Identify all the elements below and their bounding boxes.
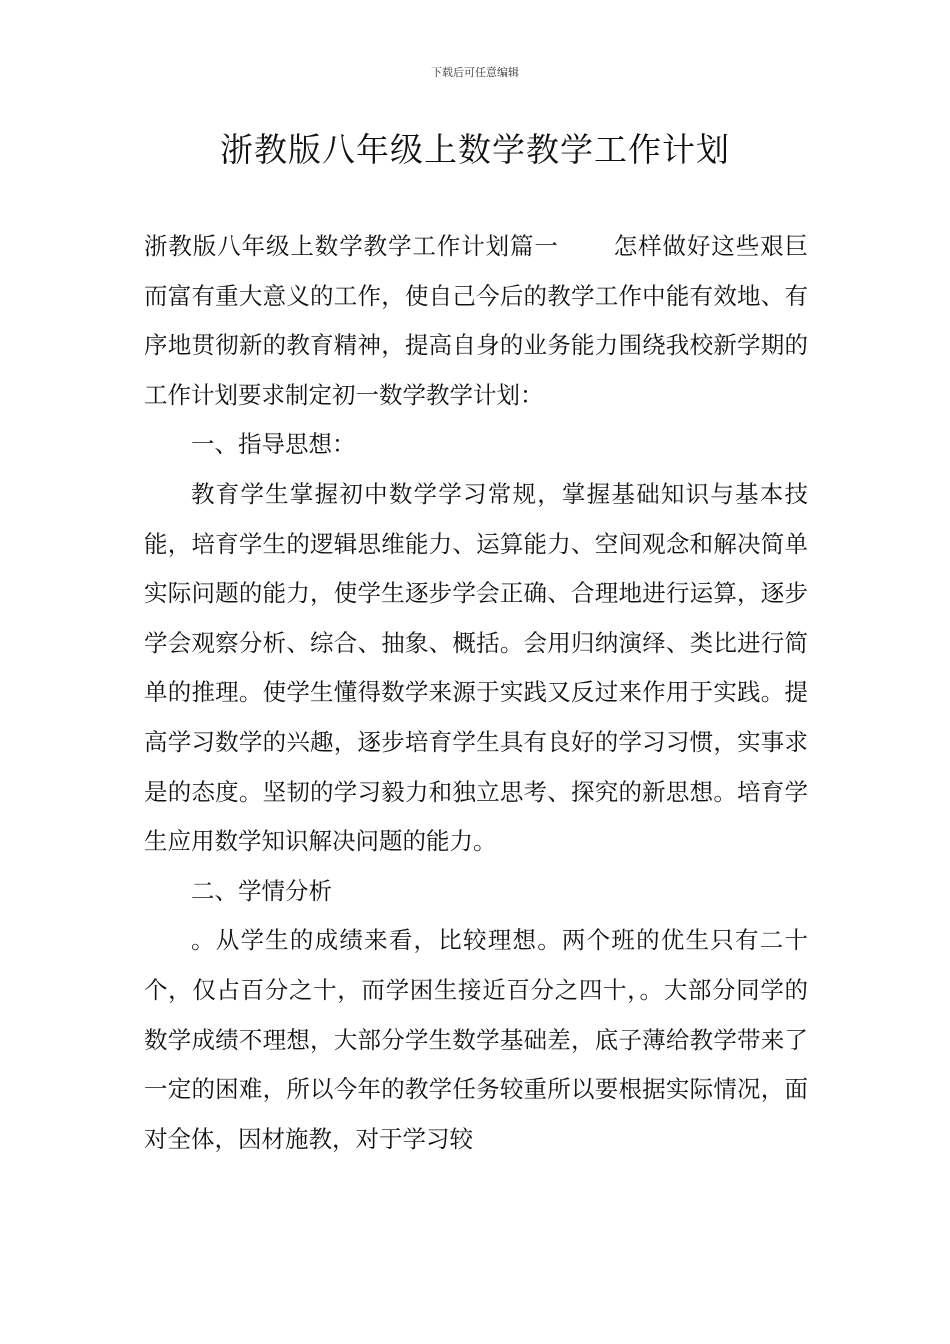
- header-note: 下载后可任意编辑: [431, 66, 519, 79]
- intro-paragraph: [144, 222, 808, 420]
- intro-text: 怎样做好这些艰巨而富有重大意义的工作，使自己今后的教学工作中能有效地、有序地贯彻新的教育精神，提高自身的业务能力围绕我校新学期的工作计划要求制定初一数学教学计划：: [144, 232, 809, 409]
- document-body: [144, 222, 808, 1164]
- section2-heading: 二、学情分析: [191, 876, 332, 905]
- document-title: 浙教版八年级上数学教学工作计划: [220, 130, 730, 169]
- section1-paragraph: 教育学生掌握初中数学学习常规，掌握基础知识与基本技能，培育学生的逻辑思维能力、运算能力、空间观念和解决简单实际问题的能力，使学生逐步学会正确、合理地进行运算，逐步学会观察分析、综合、抽象、概括。会用归纳演绎、类比进行简单的推理。使学生懂得数学来源于实践又反过来作用于实践。提高学习数学的兴趣，逐步培育学生具有良好的学习习惯，实事求是的态度。坚韧的学习毅力和独立思考、探究的新思想。培育学生应用数学知识解决问题的能力。: [144, 479, 808, 856]
- section1-heading: 一、指导思想：: [191, 430, 356, 459]
- intro-label: 浙教版八年级上数学教学工作计划篇一: [144, 232, 559, 260]
- section2-paragraph: 。从学生的成绩来看，比较理想。两个班的优生只有二十个，仅占百分之十，而学困生接近百分之四十，。大部分同学的数学成绩不理想，大部分学生数学基础差，底子薄给教学带来了一定的困难，所以今年的教学任务较重所以要根据实际情况，面对全体，因材施教，对于学习较: [144, 926, 808, 1153]
